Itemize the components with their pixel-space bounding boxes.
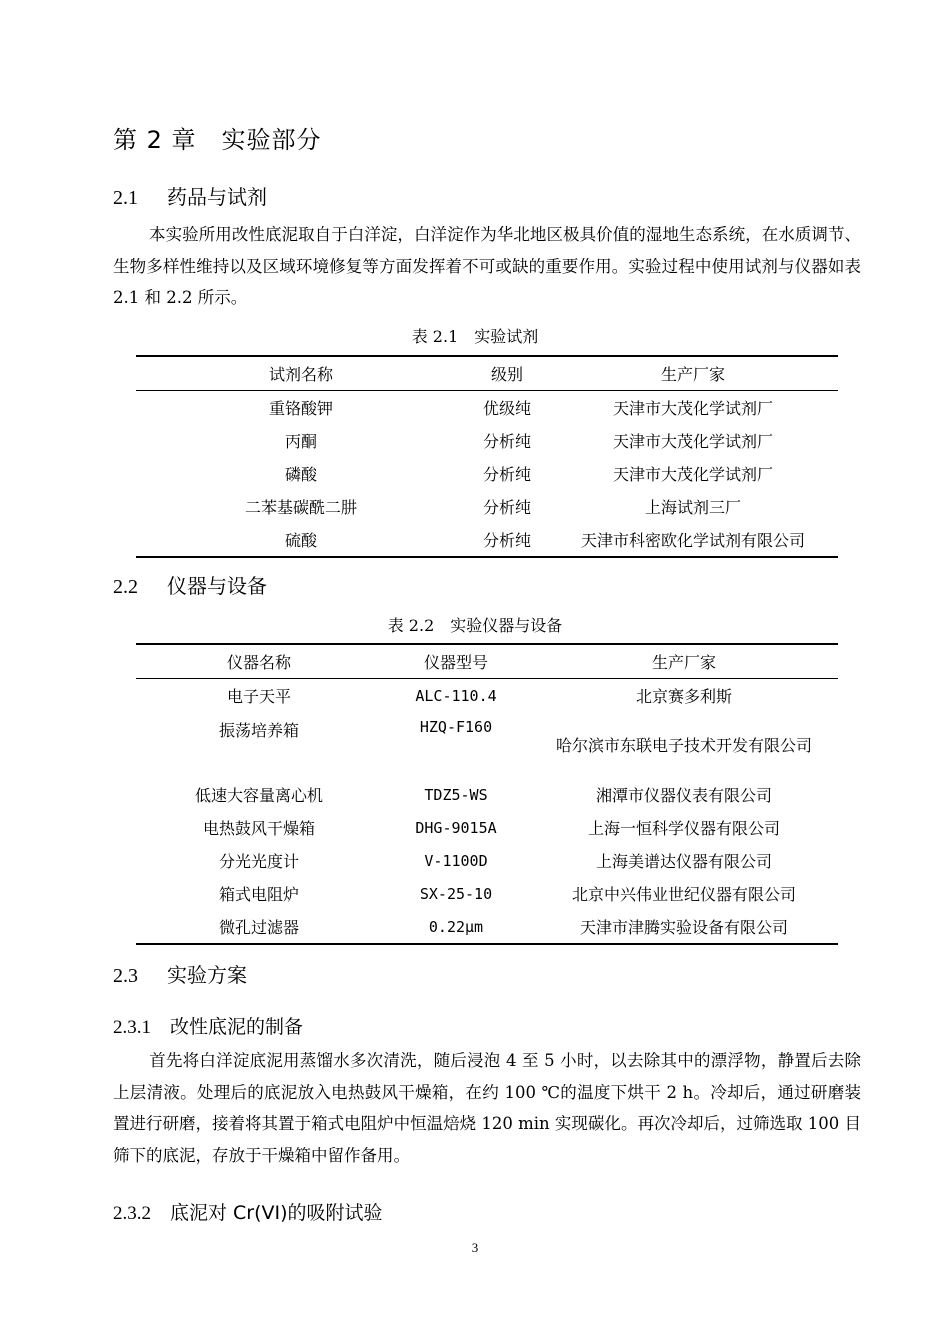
table-cell: 0.22μm <box>382 910 530 944</box>
table-cell: 北京中兴伟业世纪仪器有限公司 <box>571 885 796 904</box>
section-title: 实验方案 <box>167 963 247 987</box>
preparation-text: 首先将白洋淀底泥用蒸馏水多次清洗，随后浸泡 4 至 5 小时，以去除其中的漂浮物，静置后去除上层清液。处理后的底泥放入电热鼓风干燥箱，在约 100 ℃的温度下烘干 2 h。冷却后，通过研磨装置进行研磨，接着将其置于箱式电阻炉中恒温焙烧 120 min 实现碳化。再次冷却后，过筛选取 100 目筛下的底泥，存放于干燥箱中留作备用。 <box>113 1051 861 1165</box>
table-cell: DHG-9015A <box>415 818 497 837</box>
section-2-3-1-heading <box>113 1012 303 1039</box>
table-cell: 天津市大茂化学试剂厂 <box>612 465 773 484</box>
table-cell: HZQ-F160 <box>419 718 493 736</box>
table-cell: 硫酸 <box>136 523 466 557</box>
column-header: 级别 <box>466 356 548 391</box>
table-cell: V-1100D <box>424 851 488 870</box>
table-cell: 分析纯 <box>482 432 531 451</box>
column-header: 仪器名称 <box>136 644 382 679</box>
table-header-row <box>136 356 838 391</box>
table-cell: 哈尔滨市东联电子技术开发有限公司 <box>555 735 812 755</box>
section-2-1-heading <box>113 181 267 210</box>
table-cell: 电子天平 <box>226 687 291 706</box>
section-2-3-heading <box>113 959 247 988</box>
section-number: 2.3 <box>113 965 138 987</box>
intro-text: 本实验所用改性底泥取自于白洋淀，白洋淀作为华北地区极具价值的湿地生态系统，在水质调节、生物多样性维持以及区域环境修复等方面发挥着不可或缺的重要作用。实验过程中使用试剂与仪器如表 2.1 和 2.2 所示。 <box>113 225 861 307</box>
section-title: 仪器与设备 <box>167 574 267 598</box>
table-cell: 电热鼓风干燥箱 <box>202 819 315 838</box>
column-header: 生产厂家 <box>530 644 838 679</box>
table-cell: 优级纯 <box>482 399 531 418</box>
section-number: 2.1 <box>113 187 138 209</box>
table-row <box>136 424 838 457</box>
column-header: 仪器型号 <box>382 644 530 679</box>
table-cell: 重铬酸钾 <box>268 399 333 418</box>
chapter-title: 第 2 章 实验部分 <box>113 126 322 154</box>
section-title: 药品与试剂 <box>167 185 267 209</box>
table-cell: 湘潭市仪器仪表有限公司 <box>595 786 772 805</box>
table-cell: 天津市科密欧化学试剂有限公司 <box>548 523 838 557</box>
table-cell: TDZ5-WS <box>424 785 488 804</box>
table-row <box>136 391 838 425</box>
instruments-table <box>136 643 838 945</box>
table-row <box>136 811 838 844</box>
table-header-row <box>136 644 838 679</box>
column-header: 生产厂家 <box>548 356 838 391</box>
table-cell: 天津市大茂化学试剂厂 <box>612 432 773 451</box>
intro-paragraph <box>113 219 861 314</box>
table-row <box>136 778 838 811</box>
table-cell: 分析纯 <box>482 498 531 517</box>
table-cell: 丙酮 <box>284 432 317 451</box>
section-number: 2.2 <box>113 576 138 598</box>
section-number: 2.3.1 <box>113 1017 151 1038</box>
table-cell: 上海一恒科学仪器有限公司 <box>587 819 780 838</box>
preparation-paragraph <box>113 1045 861 1171</box>
table-cell: 上海美谱达仪器有限公司 <box>595 852 772 871</box>
table-row <box>136 844 838 877</box>
table-cell: SX-25-10 <box>419 884 493 903</box>
section-title: 底泥对 Cr(VI)的吸附试验 <box>170 1202 383 1224</box>
table-cell: 二苯基碳酰二肼 <box>244 498 357 517</box>
table-cell: 分光光度计 <box>218 852 299 871</box>
reagents-table <box>136 355 838 558</box>
table-row <box>136 910 838 944</box>
table-row <box>136 490 838 523</box>
table-row <box>136 712 838 778</box>
table-cell: 箱式电阻炉 <box>218 885 299 904</box>
section-title: 改性底泥的制备 <box>170 1016 304 1038</box>
table-cell: 微孔过滤器 <box>136 910 382 944</box>
table-row <box>136 523 838 557</box>
table-cell: 分析纯 <box>466 523 548 557</box>
table-row <box>136 877 838 910</box>
page-number: 3 <box>471 1240 479 1255</box>
table-cell: 天津市大茂化学试剂厂 <box>612 399 773 418</box>
table-cell: 北京赛多利斯 <box>635 687 732 706</box>
table-row <box>136 679 838 713</box>
section-number: 2.3.2 <box>113 1203 151 1224</box>
table-cell: 磷酸 <box>284 465 317 484</box>
table-2-2-caption: 表 2.2 实验仪器与设备 <box>387 616 563 635</box>
table-cell: 低速大容量离心机 <box>194 786 323 805</box>
table-cell: 分析纯 <box>482 465 531 484</box>
table-cell: 上海试剂三厂 <box>644 498 741 517</box>
table-cell: 天津市津腾实验设备有限公司 <box>530 910 838 944</box>
table-2-1-caption: 表 2.1 实验试剂 <box>411 327 539 346</box>
section-2-3-2-heading <box>113 1198 383 1225</box>
section-2-2-heading <box>113 570 267 599</box>
table-cell: ALC-110.4 <box>415 686 497 705</box>
table-row <box>136 457 838 490</box>
table-cell: 振荡培养箱 <box>218 721 299 740</box>
column-header: 试剂名称 <box>136 356 466 391</box>
